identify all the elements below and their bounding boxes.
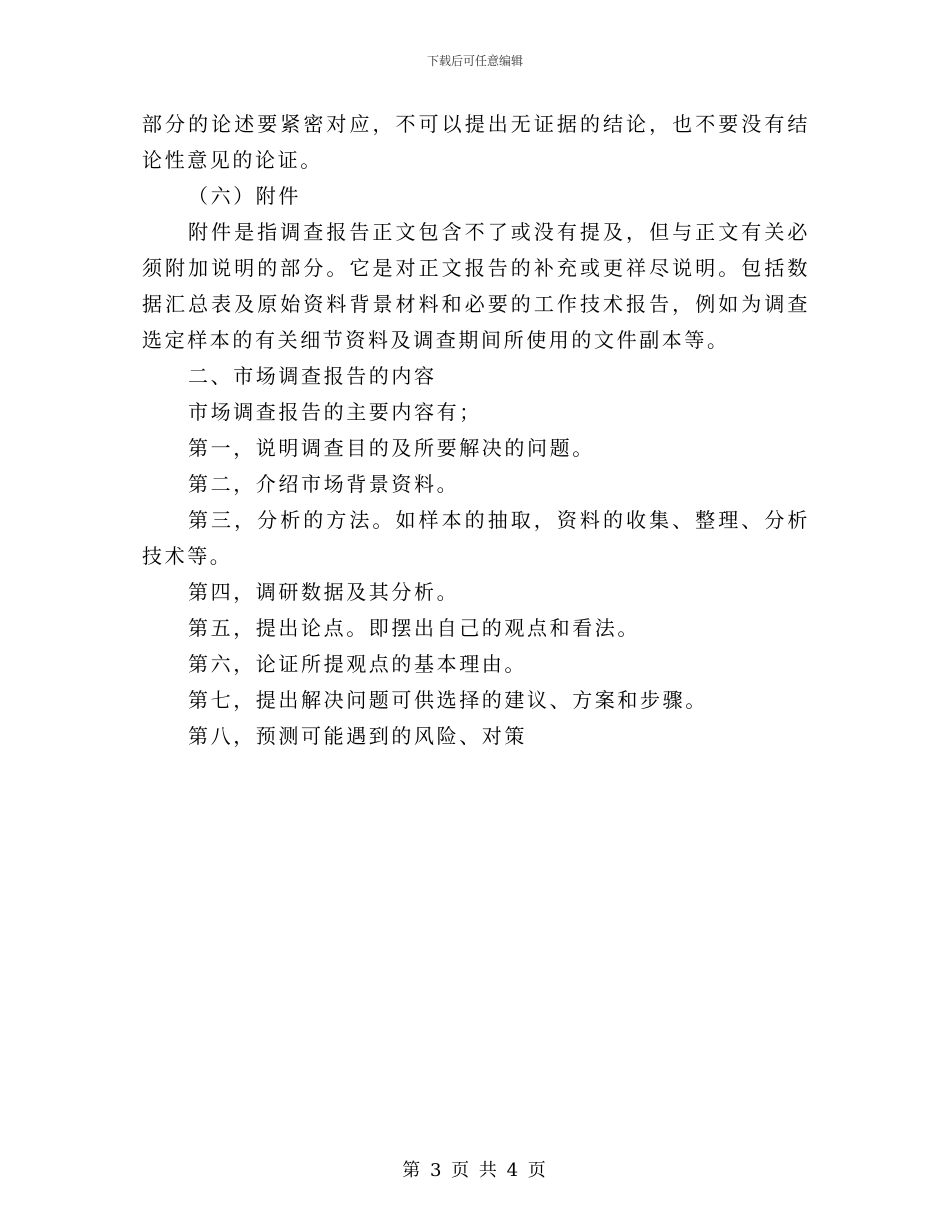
list-item-fourth: 第四，调研数据及其分析。 (188, 580, 460, 604)
page-header-note: 下载后可任意编辑 (426, 54, 523, 68)
list-item-first: 第一，说明调查目的及所要解决的问题。 (188, 436, 595, 460)
list-item-seventh: 第七，提出解决问题可供选择的建议、方案和步骤。 (188, 688, 708, 712)
page-number-footer: 第 3 页 共 4 页 (402, 1160, 548, 1181)
list-item-third: 第三，分析的方法。如样本的抽取，资料的收集、整理、分析技术等。 (142, 508, 810, 568)
list-item-sixth: 第六，论证所提观点的基本理由。 (188, 652, 527, 676)
list-item-eighth: 第八，预测可能遇到的风险、对策 (188, 724, 527, 748)
document-body (142, 106, 810, 754)
paragraph-attachment-description: 附件是指调查报告正文包含不了或没有提及，但与正文有关必须附加说明的部分。它是对正文报告的补充或更祥尽说明。包括数据汇总表及原始资料背景材料和必要的工作技术报告，例如为调查选定样本的有关细节资料及调查期间所使用的文件副本等。 (142, 220, 810, 352)
list-item-second: 第二，介绍市场背景资料。 (188, 472, 460, 496)
section-heading-attachment: （六）附件 (188, 184, 301, 208)
paragraph-report-content-intro: 市场调查报告的主要内容有； (188, 400, 482, 424)
section-heading-report-content: 二、市场调查报告的内容 (188, 364, 437, 388)
paragraph-continuation: 部分的论述要紧密对应，不可以提出无证据的结论，也不要没有结论性意见的论证。 (142, 112, 810, 172)
list-item-fifth: 第五，提出论点。即摆出自己的观点和看法。 (188, 616, 640, 640)
